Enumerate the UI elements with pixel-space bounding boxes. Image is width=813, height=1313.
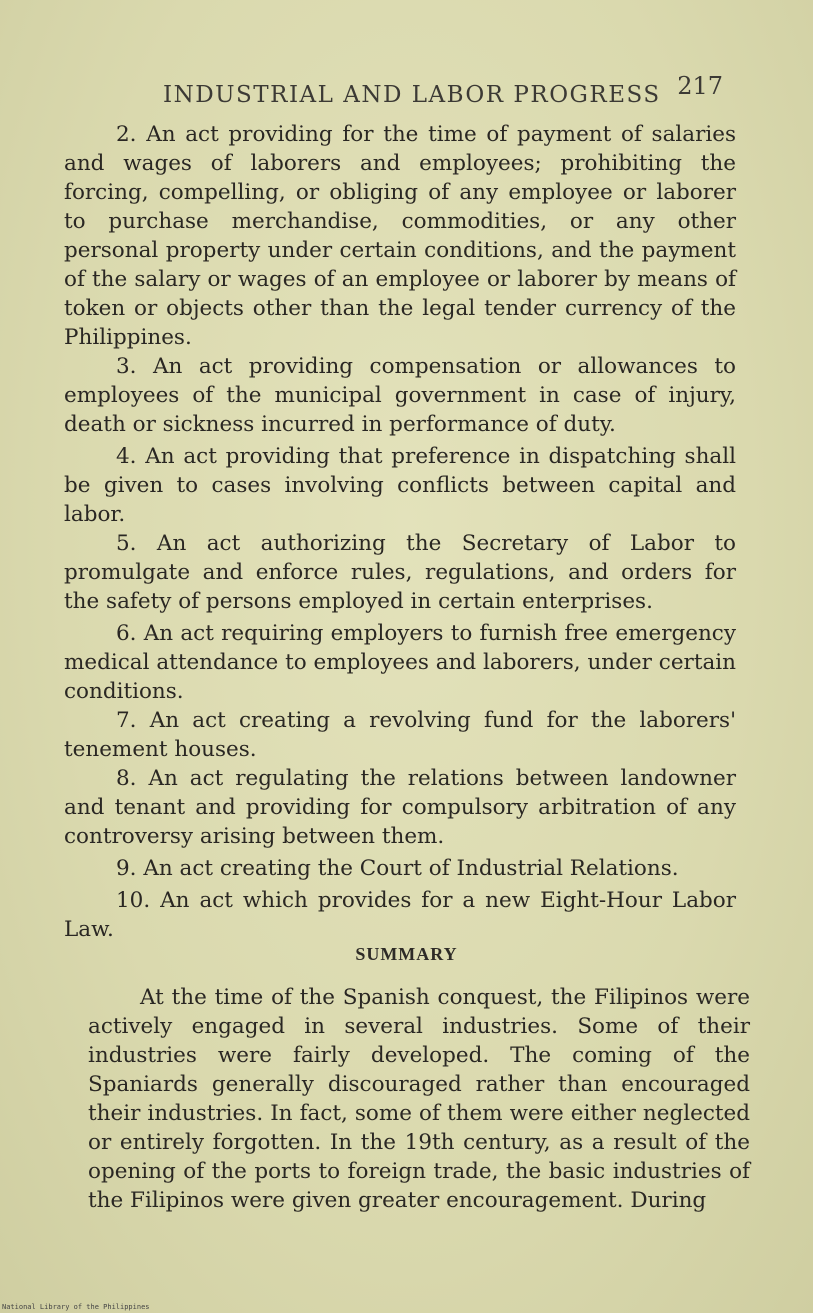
summary-paragraph: At the time of the Spanish conquest, the Filipinos were actively engaged in several industries. Some of their industries were fairly developed. The coming of the Spaniards generally discouraged rather than encouraged their industries. In fact, some of them were either neglected or entirely forgotten. In the 19th century, as a result of the opening of the ports to foreign trade, the basic industries of the Filipinos were given greater encouragement. During	[88, 985, 750, 1213]
running-head	[163, 72, 723, 112]
act-item-4: 4. An act providing that preference in dispatching shall be given to cases involving conflicts between capital and labor.	[64, 444, 736, 527]
library-credit: National Library of the Philippines	[2, 1303, 150, 1311]
page-number: 217	[677, 72, 723, 100]
act-item-2: 2. An act providing for the time of payment of salaries and wages of laborers and employees; prohibiting the forcing, compelling, or obliging of any employee or laborer to purchase merchandise, commodities, or any other personal property under certain conditions, and the payment of the salary or wages of an employee or laborer by means of token or objects other than the legal tender currency of the Philippines.	[64, 122, 736, 350]
act-item-8: 8. An act regulating the relations between landowner and tenant and providing for compulsory arbitration of any controversy arising between them.	[64, 766, 736, 849]
act-item-7: 7. An act creating a revolving fund for the laborers' tenement houses.	[64, 708, 736, 762]
act-item-9: 9. An act creating the Court of Industrial Relations.	[116, 856, 679, 881]
summary-heading: SUMMARY	[355, 944, 458, 964]
acts-list	[64, 120, 736, 944]
act-item-10: 10. An act which provides for a new Eight-Hour Labor Law.	[64, 888, 736, 942]
running-title: INDUSTRIAL AND LABOR PROGRESS	[163, 82, 661, 108]
act-item-3: 3. An act providing compensation or allowances to employees of the municipal government in case of injury, death or sickness incurred in performance of duty.	[64, 354, 736, 437]
act-item-6: 6. An act requiring employers to furnish free emergency medical attendance to employees and laborers, under certain conditions.	[64, 621, 736, 704]
act-item-5: 5. An act authorizing the Secretary of Labor to promulgate and enforce rules, regulations, and orders for the safety of persons employed in certain enterprises.	[64, 531, 736, 614]
